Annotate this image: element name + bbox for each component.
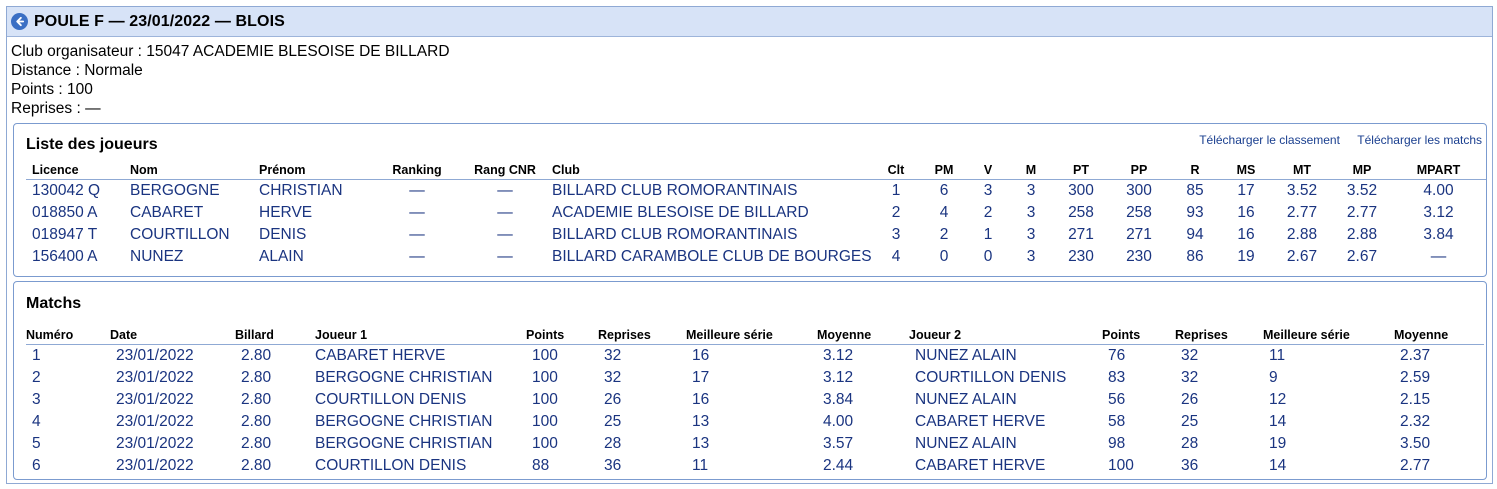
table-cell: 6 [32,457,41,474]
table-cell: 100 [532,435,558,452]
col-pm: PM [921,161,967,180]
table-cell: — [497,204,513,221]
table-cell: COURTILLON DENIS [915,369,1067,386]
table-cell: 271 [1126,226,1152,243]
page-header [7,7,1492,37]
table-cell: 2.15 [1400,391,1431,408]
table-cell: 100 [532,369,558,386]
table-cell: 3 [32,391,41,408]
table-cell: 17 [1237,182,1255,199]
col-mp: MP [1333,161,1391,180]
table-cell: 16 [1237,226,1255,243]
table-cell: 258 [1068,204,1094,221]
col-points-2: Points [1102,326,1175,345]
table-row [26,367,1484,389]
table-cell: HERVE [259,204,313,221]
col-nom: Nom [130,161,259,180]
table-row [26,345,1484,368]
points: Points : 100 [11,81,93,98]
table-cell: 2.80 [241,391,272,408]
table-cell: — [409,248,425,265]
table-cell: 17 [692,369,710,386]
table-cell: 25 [1181,413,1199,430]
table-cell: 36 [1181,457,1199,474]
table-cell: 2.88 [1346,226,1378,243]
col-moyenne-2: Moyenne [1394,326,1484,345]
table-cell: — [409,226,425,243]
table-cell: BILLARD CARAMBOLE CLUB DE BOURGES [552,248,872,265]
table-cell: 11 [1269,347,1286,364]
players-header-row [26,161,1486,180]
page-title: POULE F — 23/01/2022 — BLOIS [34,12,285,30]
col-joueur-1: Joueur 1 [309,326,526,345]
table-cell: 94 [1186,226,1204,243]
table-cell: 85 [1186,182,1204,199]
table-cell: 2.80 [241,435,272,452]
table-cell: — [497,248,513,265]
table-cell: 26 [1181,391,1199,408]
table-cell: BERGOGNE CHRISTIAN [315,369,493,386]
col-m: M [1009,161,1053,180]
table-cell: 2.32 [1400,413,1431,430]
table-cell: CABARET [130,204,204,221]
table-cell: 4 [32,413,41,430]
table-cell: 4.00 [1423,182,1454,199]
table-cell: 13 [692,413,710,430]
table-cell: 2.77 [1346,204,1378,221]
table-cell: 2.59 [1400,369,1431,386]
table-cell: 300 [1068,182,1094,199]
table-cell: CABARET HERVE [915,457,1046,474]
table-cell: 19 [1269,435,1287,452]
table-cell: 32 [1181,369,1199,386]
table-cell: 26 [604,391,622,408]
col-reprises-1: Reprises [598,326,686,345]
col-club: Club [552,161,871,180]
table-cell: 3.52 [1346,182,1378,199]
table-cell: 98 [1108,435,1126,452]
table-cell: 0 [983,248,993,265]
table-cell: 2.80 [241,369,272,386]
table-row [26,180,1486,203]
table-cell: 018850 A [32,204,98,221]
col-billard: Billard [235,326,309,345]
download-matchs-link[interactable]: Télécharger les matchs [1357,133,1482,147]
table-cell: 1 [891,182,901,199]
table-cell: 2.37 [1400,347,1431,364]
table-cell: 1 [983,226,993,243]
table-cell: 3 [1026,226,1036,243]
club-organisateur: Club organisateur : 15047 ACADEMIE BLESOISE DE BILLARD [11,43,450,60]
table-cell: 3.84 [1423,226,1454,243]
table-cell: 018947 T [32,226,98,243]
table-cell: 2 [891,204,901,221]
table-cell: 3.12 [823,369,854,386]
col-r: R [1169,161,1221,180]
table-cell: 9 [1269,369,1278,386]
col-mt: MT [1271,161,1333,180]
table-cell: NUNEZ [130,248,184,265]
col-moyenne-1: Moyenne [817,326,909,345]
table-row [26,433,1484,455]
table-cell: 3.84 [823,391,854,408]
table-cell: 11 [692,457,709,474]
table-cell: BILLARD CLUB ROMORANTINAIS [552,226,798,243]
table-cell: 2 [939,226,949,243]
table-cell: 3 [983,182,993,199]
download-ranking-link[interactable]: Télécharger le classement [1199,133,1340,147]
table-cell: 12 [1269,391,1287,408]
table-cell: 2 [32,369,41,386]
table-cell: 3 [891,226,901,243]
table-cell: 28 [1181,435,1199,452]
table-cell: 100 [532,413,558,430]
table-cell: 23/01/2022 [116,347,194,364]
col-ms: MS [1221,161,1271,180]
table-cell: 76 [1108,347,1126,364]
table-cell: 2.44 [823,457,854,474]
table-cell: BILLARD CLUB ROMORANTINAIS [552,182,798,199]
table-cell: 56 [1108,391,1126,408]
table-cell: 3.12 [1423,204,1454,221]
players-title: Liste des joueurs [26,136,158,153]
table-row [26,455,1484,477]
table-cell: 2.77 [1286,204,1318,221]
table-cell: 32 [1181,347,1199,364]
table-cell: 14 [1269,413,1287,430]
table-cell: 25 [604,413,622,430]
players-panel [13,123,1487,277]
table-cell: 2.77 [1400,457,1431,474]
table-cell: 23/01/2022 [116,435,194,452]
table-cell: 36 [604,457,622,474]
table-cell: CHRISTIAN [259,182,343,199]
table-cell: 230 [1068,248,1094,265]
table-cell: 16 [692,347,710,364]
table-cell: 16 [692,391,710,408]
table-cell: NUNEZ ALAIN [915,347,1017,364]
download-links [1185,133,1482,147]
table-cell: CABARET HERVE [915,413,1046,430]
matchs-panel [13,281,1487,480]
col-joueur-2: Joueur 2 [909,326,1102,345]
table-cell: ALAIN [259,248,304,265]
table-cell: 2.88 [1286,226,1318,243]
col-clt: Clt [871,161,921,180]
distance: Distance : Normale [11,62,143,79]
table-cell: 271 [1068,226,1094,243]
table-row [26,411,1484,433]
table-cell: 300 [1126,182,1152,199]
table-row [26,246,1486,268]
table-cell: 23/01/2022 [116,457,194,474]
table-cell: 4 [891,248,901,265]
table-cell: 258 [1126,204,1152,221]
table-cell: 4 [939,204,949,221]
poule-info [7,37,1492,118]
table-cell: 14 [1269,457,1287,474]
table-cell: 28 [604,435,622,452]
table-cell: — [409,204,425,221]
table-cell: ACADEMIE BLESOISE DE BILLARD [552,204,809,221]
table-cell: — [409,182,425,199]
table-row [26,224,1486,246]
col-reprises-2: Reprises [1175,326,1263,345]
table-cell: 100 [532,391,558,408]
col-pp: PP [1109,161,1169,180]
col-meilleure-serie-1: Meilleure série [686,326,817,345]
table-cell: 1 [32,347,41,364]
col-rang-cnr: Rang CNR [458,161,552,180]
table-cell: CABARET HERVE [315,347,446,364]
col-numero: Numéro [26,326,110,345]
table-cell: COURTILLON [130,226,230,243]
table-cell: 2 [983,204,993,221]
table-cell: COURTILLON DENIS [315,457,467,474]
back-arrow-icon[interactable] [11,13,28,30]
reprises: Reprises : — [11,100,101,117]
table-cell: BERGOGNE CHRISTIAN [315,413,493,430]
table-cell: 3.57 [823,435,854,452]
table-cell: BERGOGNE [130,182,220,199]
table-cell: 23/01/2022 [116,413,194,430]
table-cell: 3 [1026,204,1036,221]
table-cell: 23/01/2022 [116,369,194,386]
table-cell: 130042 Q [32,182,101,199]
table-cell: 5 [32,435,41,452]
col-meilleure-serie-2: Meilleure série [1263,326,1394,345]
table-cell: 3.12 [823,347,854,364]
table-cell: 93 [1186,204,1204,221]
matchs-header-row [26,326,1484,345]
table-cell: 100 [1108,457,1134,474]
players-rows [26,180,1486,269]
table-cell: 32 [604,369,622,386]
table-cell: 13 [692,435,710,452]
table-cell: 100 [532,347,558,364]
table-cell: 88 [532,457,550,474]
table-cell: 3 [1026,248,1036,265]
table-cell: 6 [939,182,949,199]
table-cell: BERGOGNE CHRISTIAN [315,435,493,452]
table-cell: DENIS [259,226,307,243]
table-cell: 86 [1186,248,1204,265]
matchs-title: Matchs [26,295,82,312]
table-cell: 4.00 [823,413,854,430]
table-cell: — [1430,248,1447,265]
table-cell: NUNEZ ALAIN [915,435,1017,452]
table-cell: 32 [604,347,622,364]
matchs-rows [26,345,1484,478]
table-cell: 58 [1108,413,1126,430]
table-cell: — [497,182,513,199]
table-cell: 3.50 [1400,435,1431,452]
col-ranking: Ranking [376,161,458,180]
table-cell: 23/01/2022 [116,391,194,408]
table-cell: 0 [939,248,949,265]
table-cell: 16 [1237,204,1255,221]
table-cell: 2.80 [241,347,272,364]
table-cell: NUNEZ ALAIN [915,391,1017,408]
table-cell: 2.67 [1286,248,1318,265]
table-cell: 230 [1126,248,1152,265]
col-v: V [967,161,1009,180]
col-licence: Licence [26,161,130,180]
players-table [26,161,1486,268]
table-cell: 156400 A [32,248,98,265]
table-cell: 2.80 [241,413,272,430]
table-row [26,389,1484,411]
col-points-1: Points [526,326,598,345]
col-pt: PT [1053,161,1109,180]
table-cell: 3 [1026,182,1036,199]
poule-page [6,6,1493,484]
col-prenom: Prénom [259,161,376,180]
table-cell: COURTILLON DENIS [315,391,467,408]
table-cell: — [497,226,513,243]
col-date: Date [110,326,235,345]
table-row [26,202,1486,224]
matchs-table [26,326,1484,477]
table-cell: 19 [1237,248,1255,265]
table-cell: 83 [1108,369,1126,386]
table-cell: 2.67 [1346,248,1378,265]
table-cell: 2.80 [241,457,272,474]
col-mpart: MPART [1391,161,1486,180]
table-cell: 3.52 [1286,182,1318,199]
